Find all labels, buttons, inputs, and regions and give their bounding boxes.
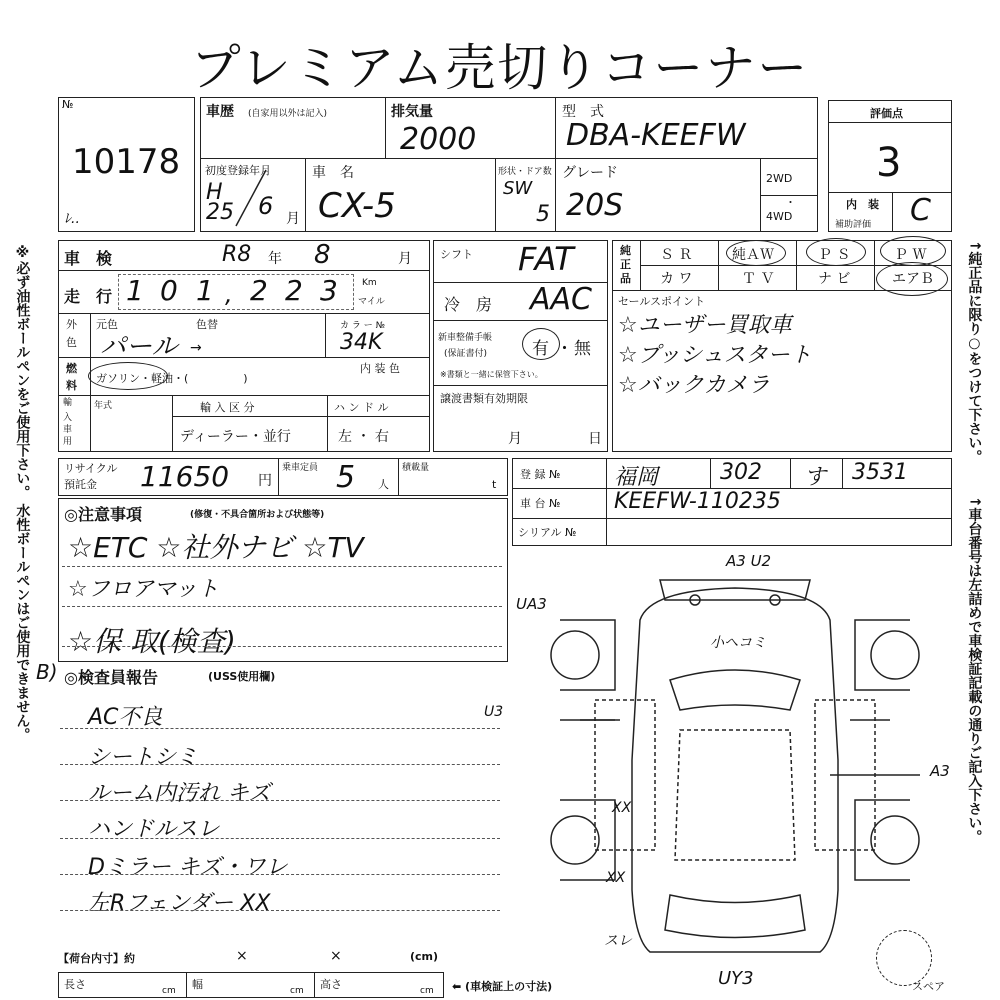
- diagram-label-3: U3: [484, 704, 504, 720]
- capacity-label: 乗車定員: [282, 463, 319, 473]
- first-reg-slash: [230, 168, 270, 228]
- equip-navi: ナ ビ: [818, 271, 851, 287]
- sales-point-0: ☆ユーザー買取車: [618, 313, 792, 338]
- registration-class: 302: [720, 460, 762, 485]
- mileage-digit-5: 2: [285, 274, 303, 307]
- cargo-width: 幅: [192, 978, 203, 991]
- car-name-label: 車 名: [312, 165, 354, 181]
- fuel-label1: 燃: [66, 362, 77, 375]
- inspector-line-0: AC不良: [88, 705, 163, 730]
- inspector-line-2: ルーム内汚れ キズ: [88, 781, 271, 806]
- equip-aw-circle: [726, 240, 786, 266]
- warranty-label: 新車整備手帳: [438, 333, 493, 343]
- displacement-value: 2000: [400, 122, 477, 157]
- notes-line-0: ☆ETC ☆社外ナビ ☆TV: [68, 531, 364, 564]
- cargo-width-cm: cm: [290, 986, 304, 996]
- mileage-digit-1: 0: [160, 274, 178, 307]
- mileage-digit-2: 1: [196, 274, 214, 307]
- diagram-label-6: XX: [606, 870, 626, 886]
- import-category: ディーラー・並行: [180, 429, 291, 445]
- load-label: 積載量: [402, 463, 430, 473]
- import-handle: 左 ・ 右: [338, 429, 389, 445]
- inspector-line-5: 左Rフェンダー XX: [88, 891, 271, 916]
- interior-sub: 補助評価: [835, 220, 872, 230]
- transfer-day: 日: [588, 431, 602, 447]
- car-name-value: CX-5: [318, 186, 396, 226]
- diagram-label-0: A3 U2: [726, 552, 772, 570]
- warranty-note: ※書類と一緒に保管下さい。: [440, 370, 543, 379]
- inspection-month-unit: 月: [398, 251, 412, 267]
- notes-line-2: ☆保 取(検査): [68, 625, 236, 658]
- equip-label-top: 純: [620, 244, 631, 257]
- registration-area: 福岡: [614, 465, 659, 490]
- inspector-line-3: ハンドルスレ: [88, 817, 220, 842]
- sales-point-1: ☆プッシュスタート: [618, 343, 812, 368]
- side-note-right-top: ↑純正品に限り○をつけて下さい。: [966, 240, 983, 464]
- cargo-length-cm: cm: [162, 986, 176, 996]
- import-handle-label: ハ ン ド ル: [334, 401, 389, 414]
- transfer-month: 月: [508, 431, 522, 447]
- car-diagram: [520, 560, 960, 980]
- mileage-comma: ,: [225, 280, 233, 308]
- history-label: 車歴: [206, 104, 234, 120]
- recycle-value: 11650: [140, 460, 230, 493]
- serial-label: シリアル №: [518, 526, 577, 539]
- ac-label: 冷 房: [444, 295, 493, 314]
- shift-label: シフト: [440, 248, 473, 261]
- color-change-label: 色替: [196, 318, 218, 331]
- transfer-label: 譲渡書類有効期限: [440, 392, 528, 405]
- sales-points-label: セールスポイント: [618, 295, 706, 308]
- capacity-value: 5: [336, 460, 356, 495]
- warranty-sub: (保証書付): [444, 349, 488, 359]
- equip-ps-circle: [806, 238, 866, 266]
- drive-4wd: 4WD: [766, 210, 793, 223]
- drive-2wd: 2WD: [766, 172, 793, 185]
- equip-pw: Ｐ Ｗ: [894, 247, 927, 263]
- warranty-no: 無: [574, 339, 591, 359]
- mileage-digit-6: 3: [320, 274, 338, 307]
- first-reg-era: H: [206, 180, 223, 205]
- history-note: (自家用以外は記入): [248, 109, 328, 119]
- equip-tv: Ｔ Ｖ: [742, 271, 775, 287]
- cargo-note: ⬅ (車検証上の寸法): [452, 980, 553, 993]
- diagram-label-1: UA3: [516, 595, 547, 613]
- cargo-height-cm: cm: [420, 986, 434, 996]
- color-outer-label2: 色: [66, 336, 77, 349]
- inspection-era: R8: [222, 242, 252, 267]
- color-code: 34K: [340, 330, 383, 355]
- diagram-label-5: XX: [612, 800, 632, 816]
- color-value: パール: [100, 332, 178, 362]
- spare-label: スペア: [912, 980, 945, 993]
- import-category-label: 輸 入 区 分: [200, 401, 255, 414]
- body-shape: SW: [503, 178, 533, 199]
- equip-aw: 純ＡＷ: [732, 247, 774, 263]
- side-note-right-bottom: ↑車台番号は左詰めで車検証記載の通りご記入下さい。: [966, 496, 983, 844]
- import-label4: 用: [63, 437, 73, 447]
- page-title: プレミアム売切りコーナー: [190, 39, 810, 97]
- ac-value: AAC: [530, 282, 592, 317]
- equip-ps: Ｐ Ｓ: [818, 247, 851, 263]
- equip-label-bottom: 正: [620, 258, 631, 271]
- notes-sub: (修復・不具合箇所および状態等): [190, 510, 325, 520]
- equip-sr: Ｓ Ｒ: [660, 247, 693, 263]
- inspector-mark: B): [36, 660, 58, 684]
- body-label: 形状・ドア数: [498, 167, 552, 177]
- side-note-left: ※必ず油性ボールペンをご使用下さい。 水性ボールペンはご使用できません。: [14, 245, 31, 742]
- lot-number: 10178: [72, 142, 181, 182]
- model-type-label: 型 式: [562, 104, 604, 120]
- warranty-yes: 有: [532, 339, 549, 359]
- mileage-unit-mile: マイル: [358, 297, 385, 307]
- color-orig-label: 元色: [96, 318, 118, 331]
- notes-label: ◎注意事項: [64, 505, 142, 524]
- shift-value: FAT: [518, 240, 574, 278]
- mileage-label: 走 行: [64, 287, 113, 306]
- import-label2: 入: [63, 413, 73, 423]
- inspection-year-unit: 年: [268, 251, 282, 267]
- cargo-x2: ×: [330, 948, 342, 964]
- warranty-yes-circle: [522, 328, 560, 360]
- cargo-unit: (cm): [410, 950, 439, 963]
- color-code-label: カ ラ ー №: [340, 321, 385, 331]
- recycle-label: リサイクル: [64, 462, 118, 475]
- cargo-height: 高さ: [320, 978, 342, 991]
- inspector-label: ◎検査員報告: [64, 668, 158, 687]
- lot-no-label: №: [62, 98, 74, 111]
- color-arrow: →: [190, 340, 202, 356]
- fuel-options: ガソリン・軽油・( ): [96, 372, 248, 385]
- color-outer-label: 外: [66, 318, 77, 331]
- first-reg-label: 初度登録年月: [205, 164, 271, 177]
- first-reg-month: 6: [258, 192, 274, 220]
- drive-dot: ・: [785, 196, 796, 209]
- diagram-label-4: A3: [930, 762, 950, 780]
- model-type-value: DBA-KEEFW: [566, 118, 746, 153]
- grade-label: グレード: [562, 165, 618, 181]
- diagram-label-7: スレ: [604, 933, 632, 949]
- displacement-label: 排気量: [391, 104, 433, 120]
- equip-leather: カ ワ: [660, 271, 693, 287]
- inspection-month: 8: [314, 240, 331, 270]
- fuel-label2: 料: [66, 379, 77, 392]
- lot-stamp: ﾚ..: [64, 211, 80, 227]
- body-doors: 5: [536, 202, 550, 227]
- sales-point-2: ☆バックカメラ: [618, 373, 770, 398]
- inspection-label: 車 検: [64, 249, 113, 268]
- fuel-gasoline-circle: [88, 362, 168, 390]
- registration-kana: す: [804, 465, 827, 490]
- grade-value: 20S: [566, 188, 624, 223]
- cargo-label: 【荷台内寸】約: [58, 952, 135, 965]
- inspector-sub: (USS使用欄): [208, 670, 276, 683]
- equip-label-item: 品: [620, 272, 631, 285]
- diagram-label-2: 小ヘコミ: [710, 635, 766, 651]
- mileage-digit-0: 1: [126, 274, 156, 307]
- equip-airbag: エアＢ: [892, 271, 934, 287]
- first-reg-month-unit: 月: [286, 211, 300, 227]
- interior-label: 内 装: [846, 198, 879, 211]
- score-value: 3: [876, 140, 902, 186]
- diagram-label-8: UY3: [718, 968, 754, 989]
- inspector-line-1: シートシミ: [88, 745, 199, 770]
- first-reg-year: 25: [206, 200, 234, 225]
- interior-value: C: [910, 193, 931, 228]
- cargo-x1: ×: [236, 948, 248, 964]
- import-label1: 輸: [63, 398, 73, 408]
- registration-number: 3531: [852, 460, 908, 485]
- capacity-unit: 人: [378, 478, 389, 491]
- score-label: 評価点: [870, 107, 903, 120]
- notes-line-1: ☆フロアマット: [68, 577, 219, 602]
- recycle-unit: 円: [258, 473, 272, 489]
- recycle-label2: 預託金: [64, 478, 97, 491]
- load-unit: t: [492, 478, 497, 491]
- import-label3: 車: [63, 425, 73, 435]
- warranty-sep: ・: [556, 339, 573, 359]
- equip-airbag-circle: [876, 262, 948, 296]
- mileage-unit-km: Km: [362, 278, 377, 288]
- cargo-grid: [58, 972, 444, 998]
- interior-color-label: 内 装 色: [360, 362, 400, 375]
- chassis-label: 車 台 №: [520, 497, 561, 510]
- registration-label: 登 録 №: [520, 468, 561, 481]
- import-year-label: 年式: [94, 401, 113, 411]
- mileage-digit-4: 2: [250, 274, 268, 307]
- cargo-length: 長さ: [64, 978, 86, 991]
- chassis-value: KEEFW-110235: [614, 489, 781, 514]
- inspector-line-4: Dミラー キズ・ワレ: [88, 855, 288, 880]
